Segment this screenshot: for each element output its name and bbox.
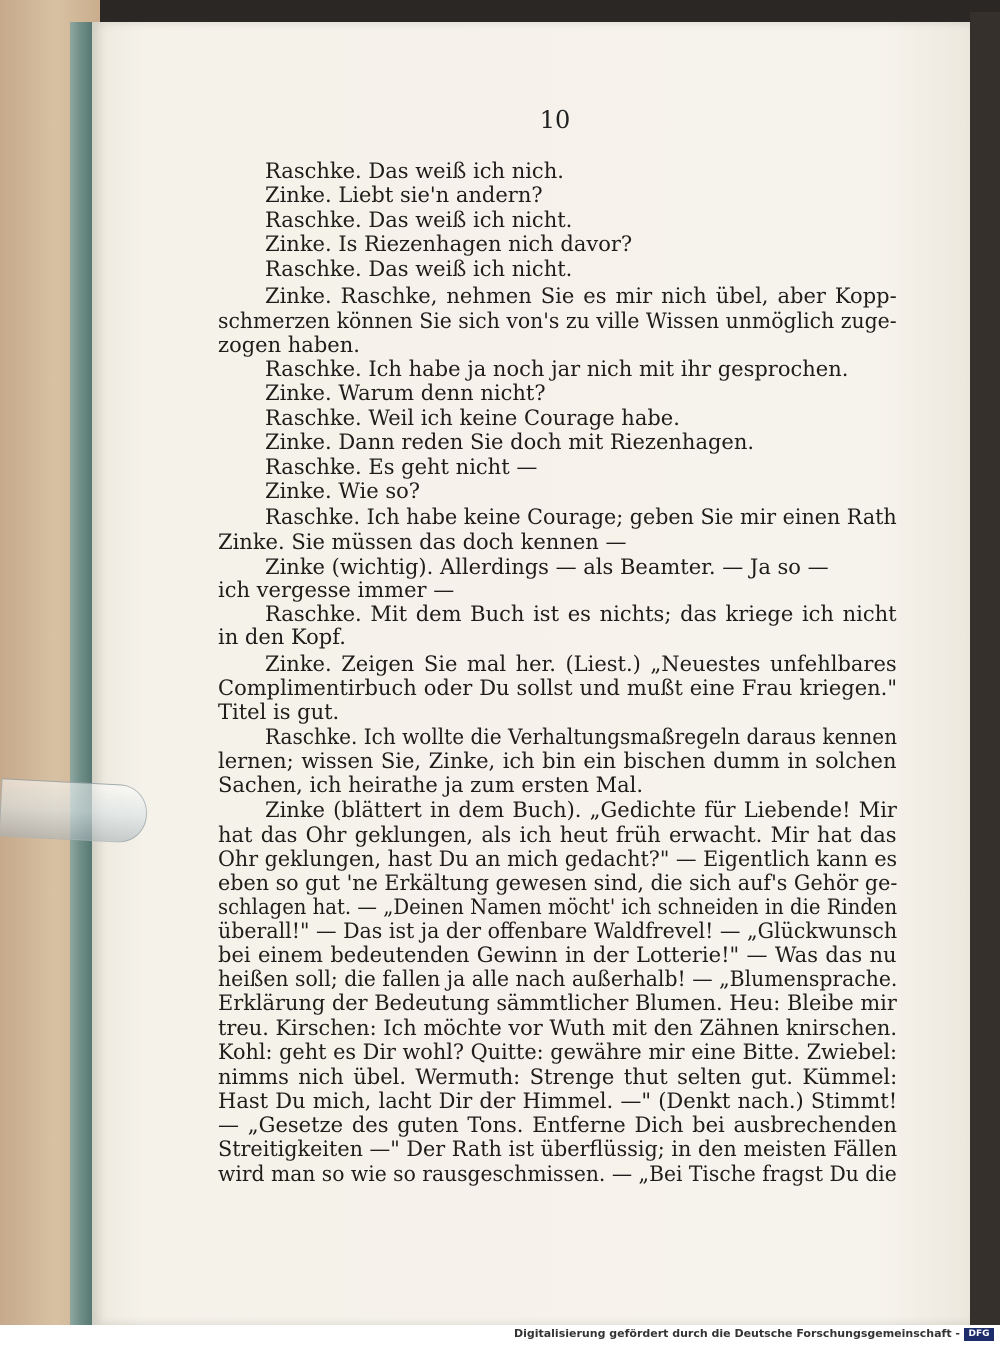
text-line: Zinke. Liebt sie'n andern? (265, 183, 543, 207)
text-line: Raschke. Das weiß ich nicht. (265, 257, 573, 281)
text-line: ich vergesse immer — (218, 578, 455, 602)
text-line: heißen soll; die fallen ja alle nach außerhalb! — „Blumensprache. (218, 967, 898, 991)
text-line: Raschke. Ich wollte die Verhaltungsmaßregeln daraus kennen (265, 725, 898, 749)
text-line: Complimentirbuch oder Du sollst und mußt eine Frau kriegen." (218, 676, 897, 700)
text-line: Zinke. Is Riezenhagen nich davor? (265, 232, 633, 256)
text-line: Raschke. Ich habe keine Courage; geben Sie mir einen Rath (265, 505, 897, 529)
text-line: Raschke. Das weiß ich nicht. (265, 208, 573, 232)
text-line: überall!" — Das ist ja der offenbare Waldfrevel! — „Glückwunsch (218, 919, 898, 943)
text-line: Zinke. Warum denn nicht? (265, 381, 546, 405)
page-holder-clip (0, 778, 148, 844)
text-line: Kohl: geht es Dir wohl? Quitte: gewähre mir eine Bitte. Zwiebel: (218, 1040, 898, 1064)
text-line: Zinke. Raschke, nehmen Sie es mir nich übel, aber Kopp- (265, 284, 897, 308)
text-line: schlagen hat. — „Deinen Namen möcht' ich schneiden in die Rinden (218, 895, 898, 919)
text-line: Ohr geklungen, hast Du an mich gedacht?" — Eigentlich kann es (218, 847, 898, 871)
text-line: nimms nich übel. Wermuth: Strenge thut selten gut. Kümmel: (218, 1065, 898, 1089)
text-line: Raschke. Das weiß ich nich. (265, 159, 564, 183)
text-line: hat das Ohr geklungen, als ich heut früh erwacht. Mir hat das (218, 823, 897, 847)
text-line: eben so gut 'ne Erkältung gewesen sind, die sich auf's Gehör ge- (218, 871, 898, 895)
page-number: 10 (539, 106, 571, 134)
text-line: Zinke. Wie so? (265, 479, 421, 503)
text-line: Streitigkeiten —" Der Rath ist überflüssig; in den meisten Fällen (218, 1137, 898, 1161)
text-line: Raschke. Mit dem Buch ist es nichts; das kriege ich nicht (265, 602, 897, 626)
text-line: wird man so wie so rausgeschmissen. — „Bei Tische fragst Du die (218, 1162, 897, 1186)
text-line: lernen; wissen Sie, Zinke, ich bin ein bischen dumm in solchen (218, 749, 897, 773)
text-line: Raschke. Es geht nicht — (265, 455, 538, 479)
footer-bar (0, 1325, 1000, 1345)
text-line: Erklärung der Bedeutung sämmtlicher Blumen. Heu: Bleibe mir (218, 991, 897, 1015)
text-line: Zinke. Sie müssen das doch kennen — (218, 530, 627, 554)
text-line: bei einem bedeutenden Gewinn in der Lotterie!" — Was das nu (218, 943, 897, 967)
dfg-logo: DFG (964, 1328, 994, 1341)
text-line: treu. Kirschen: Ich möchte vor Wuth mit den Zähnen knirschen. (218, 1016, 898, 1040)
text-line: Zinke. Zeigen Sie mal her. (Liest.) „Neuestes unfehlbares (265, 652, 897, 676)
page-right-edge (970, 12, 1000, 1325)
text-line: Raschke. Ich habe ja noch jar nich mit ihr gesprochen. (265, 357, 849, 381)
text-line: Hast Du mich, lacht Dir der Himmel. —" (Denkt nach.) Stimmt! (218, 1089, 898, 1113)
footer-credit: Digitalisierung gefördert durch die Deutsche Forschungsgemeinschaft - (513, 1327, 960, 1340)
text-line: Zinke (wichtig). Allerdings — als Beamter. — Ja so — (265, 555, 829, 579)
text-line: — „Gesetze des guten Tons. Entferne Dich bei ausbrechenden (218, 1113, 897, 1137)
text-line: Zinke (blättert in dem Buch). „Gedichte für Liebende! Mir (265, 798, 897, 822)
text-line: Raschke. Weil ich keine Courage habe. (265, 406, 680, 430)
text-line: in den Kopf. (218, 625, 346, 649)
text-line: Zinke. Dann reden Sie doch mit Riezenhagen. (265, 430, 755, 454)
text-line: schmerzen können Sie sich von's zu ville Wissen unmöglich zuge- (218, 309, 897, 333)
text-line: Titel is gut. (218, 700, 340, 724)
text-line: Sachen, ich heirathe ja zum ersten Mal. (218, 773, 644, 797)
text-line: zogen haben. (218, 333, 360, 357)
